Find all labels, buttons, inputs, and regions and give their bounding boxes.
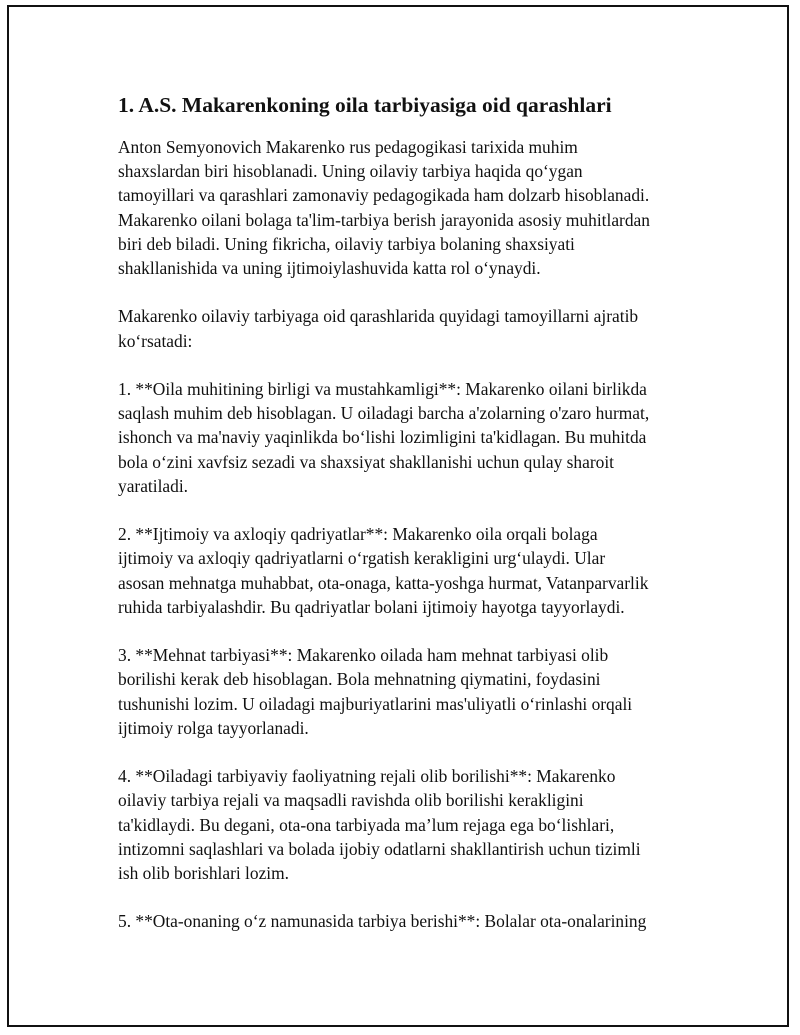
paragraph-principle-4: 4. **Oiladagi tarbiyaviy faoliyatning rejali olib borilishi**: Makarenko oilaviy tarbiya rejali va maqsadli ravishda olib borilishi kerakligini ta'kidlaydi. Bu degani, ota-ona tarbiyada ma’lum rejaga ega bo‘lishlari, intizomni saqlashlari va bolada ijobiy odatlarni shakllantirish uchun tizimli ish olib borishlari lozim.	[118, 766, 641, 884]
paragraph-principle-3: 3. **Mehnat tarbiyasi**: Makarenko oilada ham mehnat tarbiyasi olib borilishi kerak deb hisoblagan. Bola mehnatning qiymatini, foydasini tushunishi lozim. U oiladagi majburiyatlarini mas'uliyatli o‘rinlashi orqali ijtimoiy rolga tayyorlanadi.	[118, 645, 633, 738]
document-body	[118, 90, 698, 934]
paragraph-principles-intro: Makarenko oilaviy tarbiyaga oid qarashlarida quyidagi tamoyillarni ajratib ko‘rsatadi:	[118, 306, 639, 351]
paragraph-principle-5: 5. **Ota-onaning o‘z namunasida tarbiya berishi**: Bolalar ota-onalarining	[118, 911, 647, 932]
paragraph-principle-1: 1. **Oila muhitining birligi va mustahkamligi**: Makarenko oilani birlikda saqlash muhim deb hisoblagan. U oiladagi barcha a'zolarning o'zaro hurmat, ishonch va ma'naviy yaqinlikda bo‘lishi lozimligini ta'kidlagan. Bu muhitda bola o‘zini xavfsiz sezadi va shaxsiyat shakllanishi uchun qulay sharoit yaratiladi.	[118, 379, 650, 496]
paragraph-principle-2: 2. **Ijtimoiy va axloqiy qadriyatlar**: Makarenko oila orqali bolaga ijtimoiy va axloqiy qadriyatlarni o‘rgatish kerakligini urg‘ulaydi. Ular asosan mehnatga muhabbat, ota-onaga, katta-yoshga hurmat, Vatanparvarlik ruhida tarbiyalashdir. Bu qadriyatlar bolani ijtimoiy hayotga tayyorlaydi.	[118, 524, 649, 617]
paragraph-intro: Anton Semyonovich Makarenko rus pedagogikasi tarixida muhim shaxslardan biri hisoblanadi. Uning oilaviy tarbiya haqida qo‘ygan tamoyillari va qarashlari zamonaviy pedagogikada ham dolzarb hisoblanadi. Makarenko oilani bolaga ta'lim-tarbiya berish jarayonida asosiy muhitlardan biri deb biladi. Uning fikricha, oilaviy tarbiya bolaning shaxsiyati shakllanishida va uning ijtimoiylashuvida katta rol o‘ynaydi.	[118, 137, 650, 279]
document-title: 1. A.S. Makarenkoning oila tarbiyasiga oid qarashlari	[118, 93, 612, 117]
